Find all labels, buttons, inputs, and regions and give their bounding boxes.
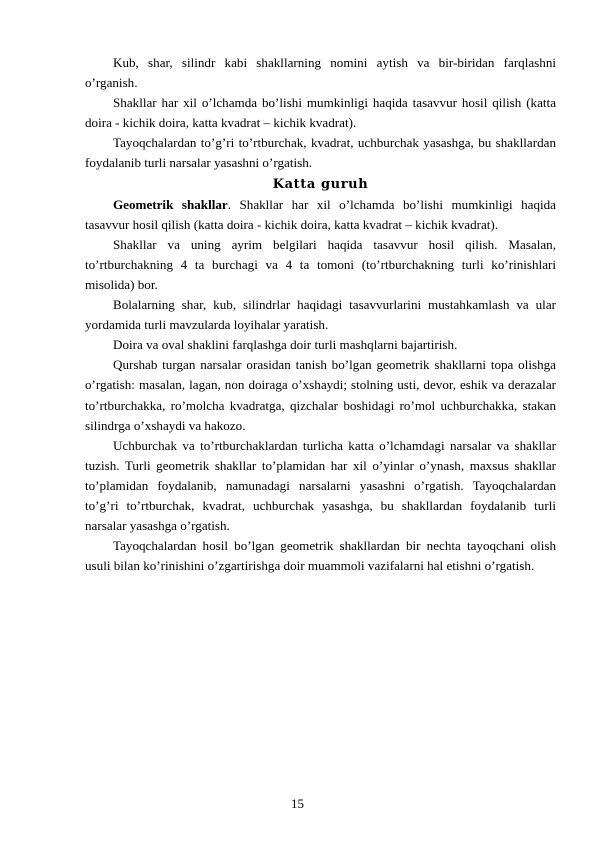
page-number: 15 [291, 796, 304, 811]
paragraph: Doira va oval shaklini farqlashga doir turli mashqlarni bajartirish. [113, 337, 458, 353]
paragraph: Uchburchak va to’rtburchaklardan turlicha katta o’lchamdagi narsalar va shakllar tuzish. Turli geometrik shakllar to’plamidan har xil o’yinlar o’ynash, maxsus shakllar to’plamidan foydalanib, namunadagi narsalarni yasashni o’rgatish. Tayoqchalardan to’g’ri to’rtburchak, kvadrat, uchburchak yasashga, bu shakllardan foydalanib turli narsalar yasashga o’rgatish. [85, 437, 556, 534]
paragraph-text: . Shakllar har xil o’lchamda bo’lishi mumkinligi haqida tasavvur hosil qilish (katta doira - kichik doira, katta kvadrat – kichik kvadrat). [85, 196, 556, 232]
bold-term: Geometrik shakllar [113, 196, 228, 212]
paragraph: Qurshab turgan narsalar orasidan tanish bo’lgan geometrik shakllarni topa olishga o’rgatish: masalan, lagan, non doiraga o’xshaydi; stolning usti, devor, eshik va derazalar to’rtburchakka, ro’molcha kvadratga, qizchalar boshidagi ro’mol uchburchakka, stakan silindrga o’xshaydi va hakozo. [85, 357, 556, 433]
paragraph: Shakllar va uning ayrim belgilari haqida tasavvur hosil qilish. Masalan, to’rtburchakning 4 ta burchagi va 4 ta tomoni (to’rtburchakning turli ko’rinishlari misolida) bor. [85, 236, 556, 292]
paragraph: Tayoqchalardan hosil bo’lgan geometrik shakllardan bir nechta tayoqchani olish usuli bilan ko’rinishini o’zgartirishga doir muammoli vazifalarni hal etishni o’rgatish. [85, 538, 556, 574]
page-body [85, 53, 556, 576]
section-heading: Katta guruh [272, 176, 369, 192]
paragraph: Tayoqchalardan to’g’ri to’rtburchak, kvadrat, uchburchak yasashga, bu shakllardan foydalanib turli narsalar yasashni o’rgatish. [85, 135, 556, 171]
paragraph: Bolalarning shar, kub, silindrlar haqidagi tasavvurlarini mustahkamlash va ular yordamida turli mavzularda loyihalar yaratish. [85, 297, 556, 333]
paragraph: Kub, shar, silindr kabi shakllarning nomini aytish va bir-biridan farqlashni o’rganish. [85, 55, 556, 91]
paragraph [85, 195, 556, 235]
paragraph: Shakllar har xil o’lchamda bo’lishi mumkinligi haqida tasavvur hosil qilish (katta doira - kichik doira, katta kvadrat – kichik kvadrat). [85, 95, 556, 131]
